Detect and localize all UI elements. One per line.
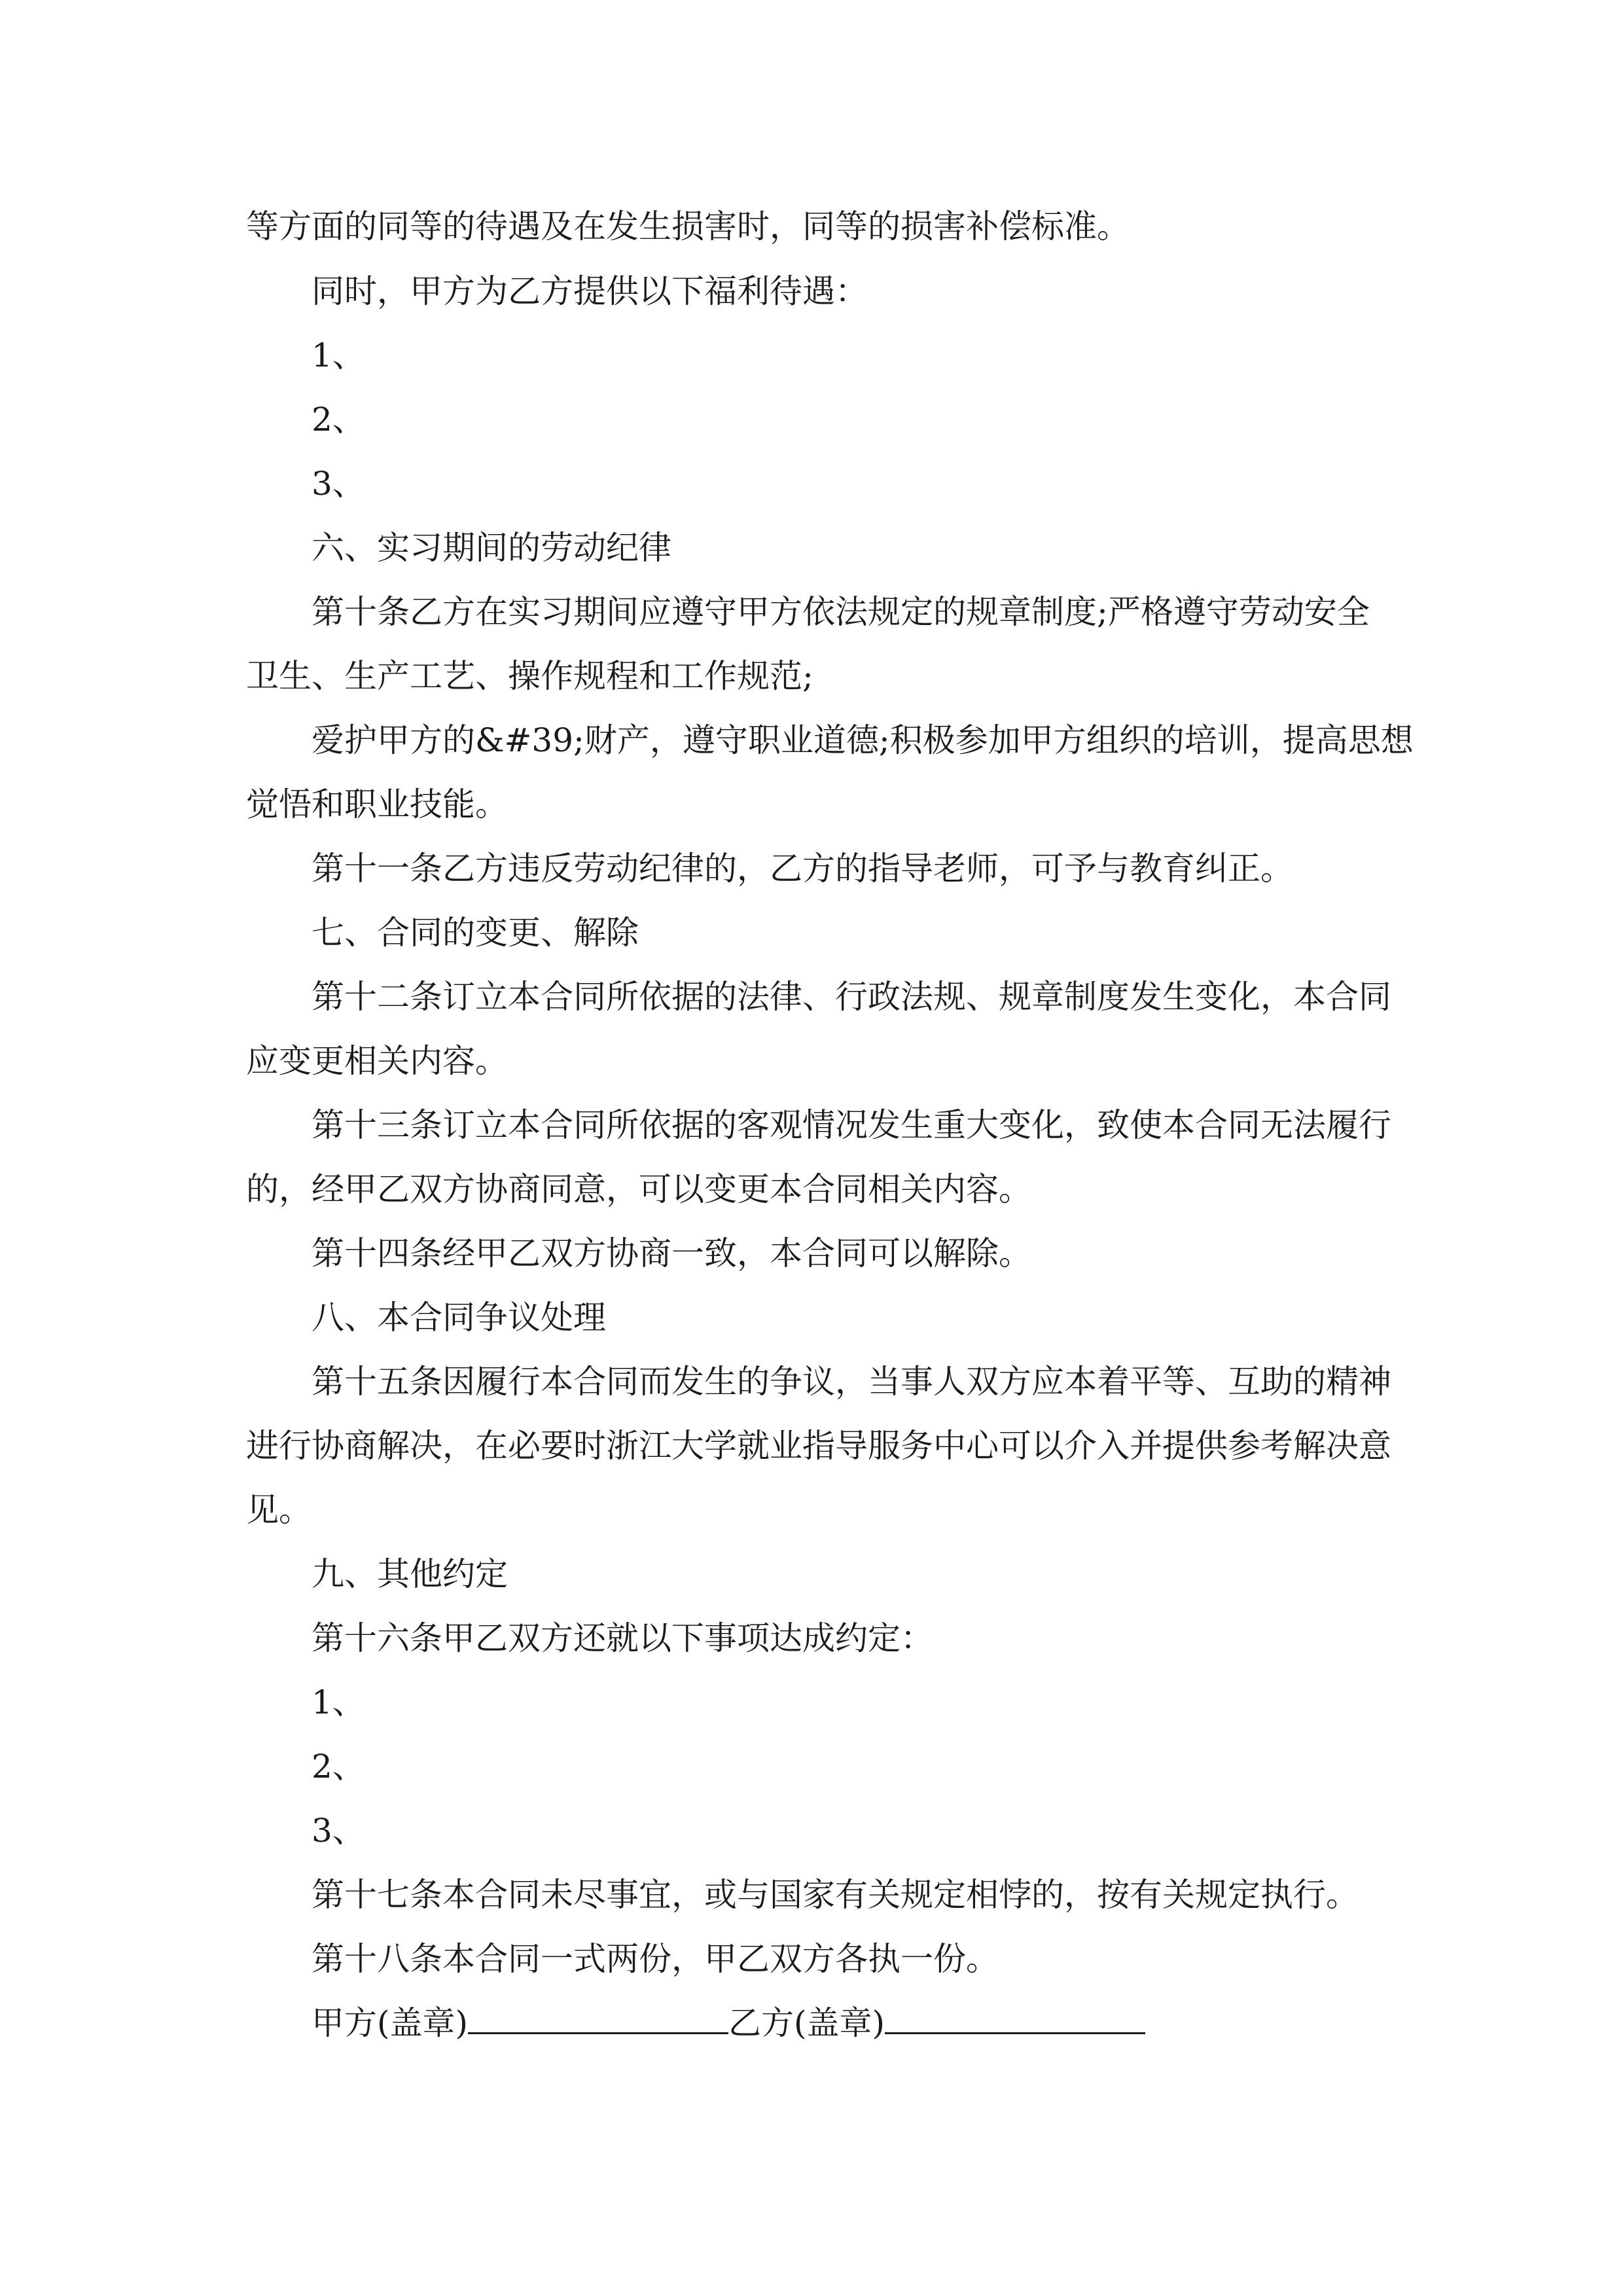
paragraph-line: 卫生、生产工艺、操作规程和工作规范; bbox=[246, 657, 813, 695]
paragraph-line: 觉悟和职业技能。 bbox=[246, 785, 508, 823]
list-item: 2、 bbox=[312, 1748, 365, 1785]
section-heading: 八、本合同争议处理 bbox=[312, 1299, 606, 1336]
paragraph-line: 第十三条订立本合同所依据的客观情况发生重大变化，致使本合同无法履行 bbox=[312, 1106, 1391, 1144]
paragraph-line: 第十条乙方在实习期间应遵守甲方依法规定的规章制度;严格遵守劳动安全 bbox=[312, 593, 1370, 631]
section-heading: 九、其他约定 bbox=[312, 1555, 508, 1593]
list-item: 1、 bbox=[312, 336, 365, 374]
paragraph-line: 第十四条经甲乙双方协商一致，本合同可以解除。 bbox=[312, 1234, 1031, 1272]
paragraph-line: 爱护甲方的&#39;财产，遵守职业道德;积极参加甲方组织的培训，提高思想 bbox=[312, 721, 1414, 759]
signature-block bbox=[246, 1991, 1378, 2055]
paragraph-line: 应变更相关内容。 bbox=[246, 1042, 508, 1080]
paragraph-line: 第十二条订立本合同所依据的法律、行政法规、规章制度发生变化，本合同 bbox=[312, 978, 1391, 1016]
section-heading: 六、实习期间的劳动纪律 bbox=[312, 529, 671, 567]
section-heading: 七、合同的变更、解除 bbox=[312, 914, 639, 952]
paragraph-line: 的，经甲乙双方协商同意，可以变更本合同相关内容。 bbox=[246, 1170, 1031, 1208]
list-item: 3、 bbox=[312, 1812, 365, 1850]
list-item: 3、 bbox=[312, 465, 365, 503]
list-item: 1、 bbox=[312, 1683, 365, 1721]
paragraph-line: 第十一条乙方违反劳动纪律的，乙方的指导老师，可予与教育纠正。 bbox=[312, 850, 1293, 888]
paragraph-line: 同时，甲方为乙方提供以下福利待遇： bbox=[312, 272, 868, 310]
party-b-seal-label: 乙方(盖章) bbox=[728, 2004, 885, 2042]
party-a-signature-line bbox=[468, 2001, 728, 2034]
list-item: 2、 bbox=[312, 401, 365, 439]
party-a-seal-label: 甲方(盖章) bbox=[312, 2004, 469, 2042]
paragraph-line: 第十五条因履行本合同而发生的争议，当事人双方应本着平等、互助的精神 bbox=[312, 1363, 1391, 1401]
paragraph-line: 等方面的同等的待遇及在发生损害时，同等的损害补偿标准。 bbox=[246, 207, 1130, 245]
paragraph-line: 第十七条本合同未尽事宜，或与国家有关规定相悖的，按有关规定执行。 bbox=[312, 1876, 1359, 1914]
paragraph-line: 见。 bbox=[246, 1491, 312, 1529]
paragraph-line: 第十六条甲乙双方还就以下事项达成约定： bbox=[312, 1619, 933, 1657]
party-b-signature-line bbox=[885, 2001, 1145, 2034]
paragraph-line: 进行协商解决，在必要时浙江大学就业指导服务中心可以介入并提供参考解决意 bbox=[246, 1427, 1391, 1465]
paragraph-line: 第十八条本合同一式两份，甲乙双方各执一份。 bbox=[312, 1940, 999, 1978]
